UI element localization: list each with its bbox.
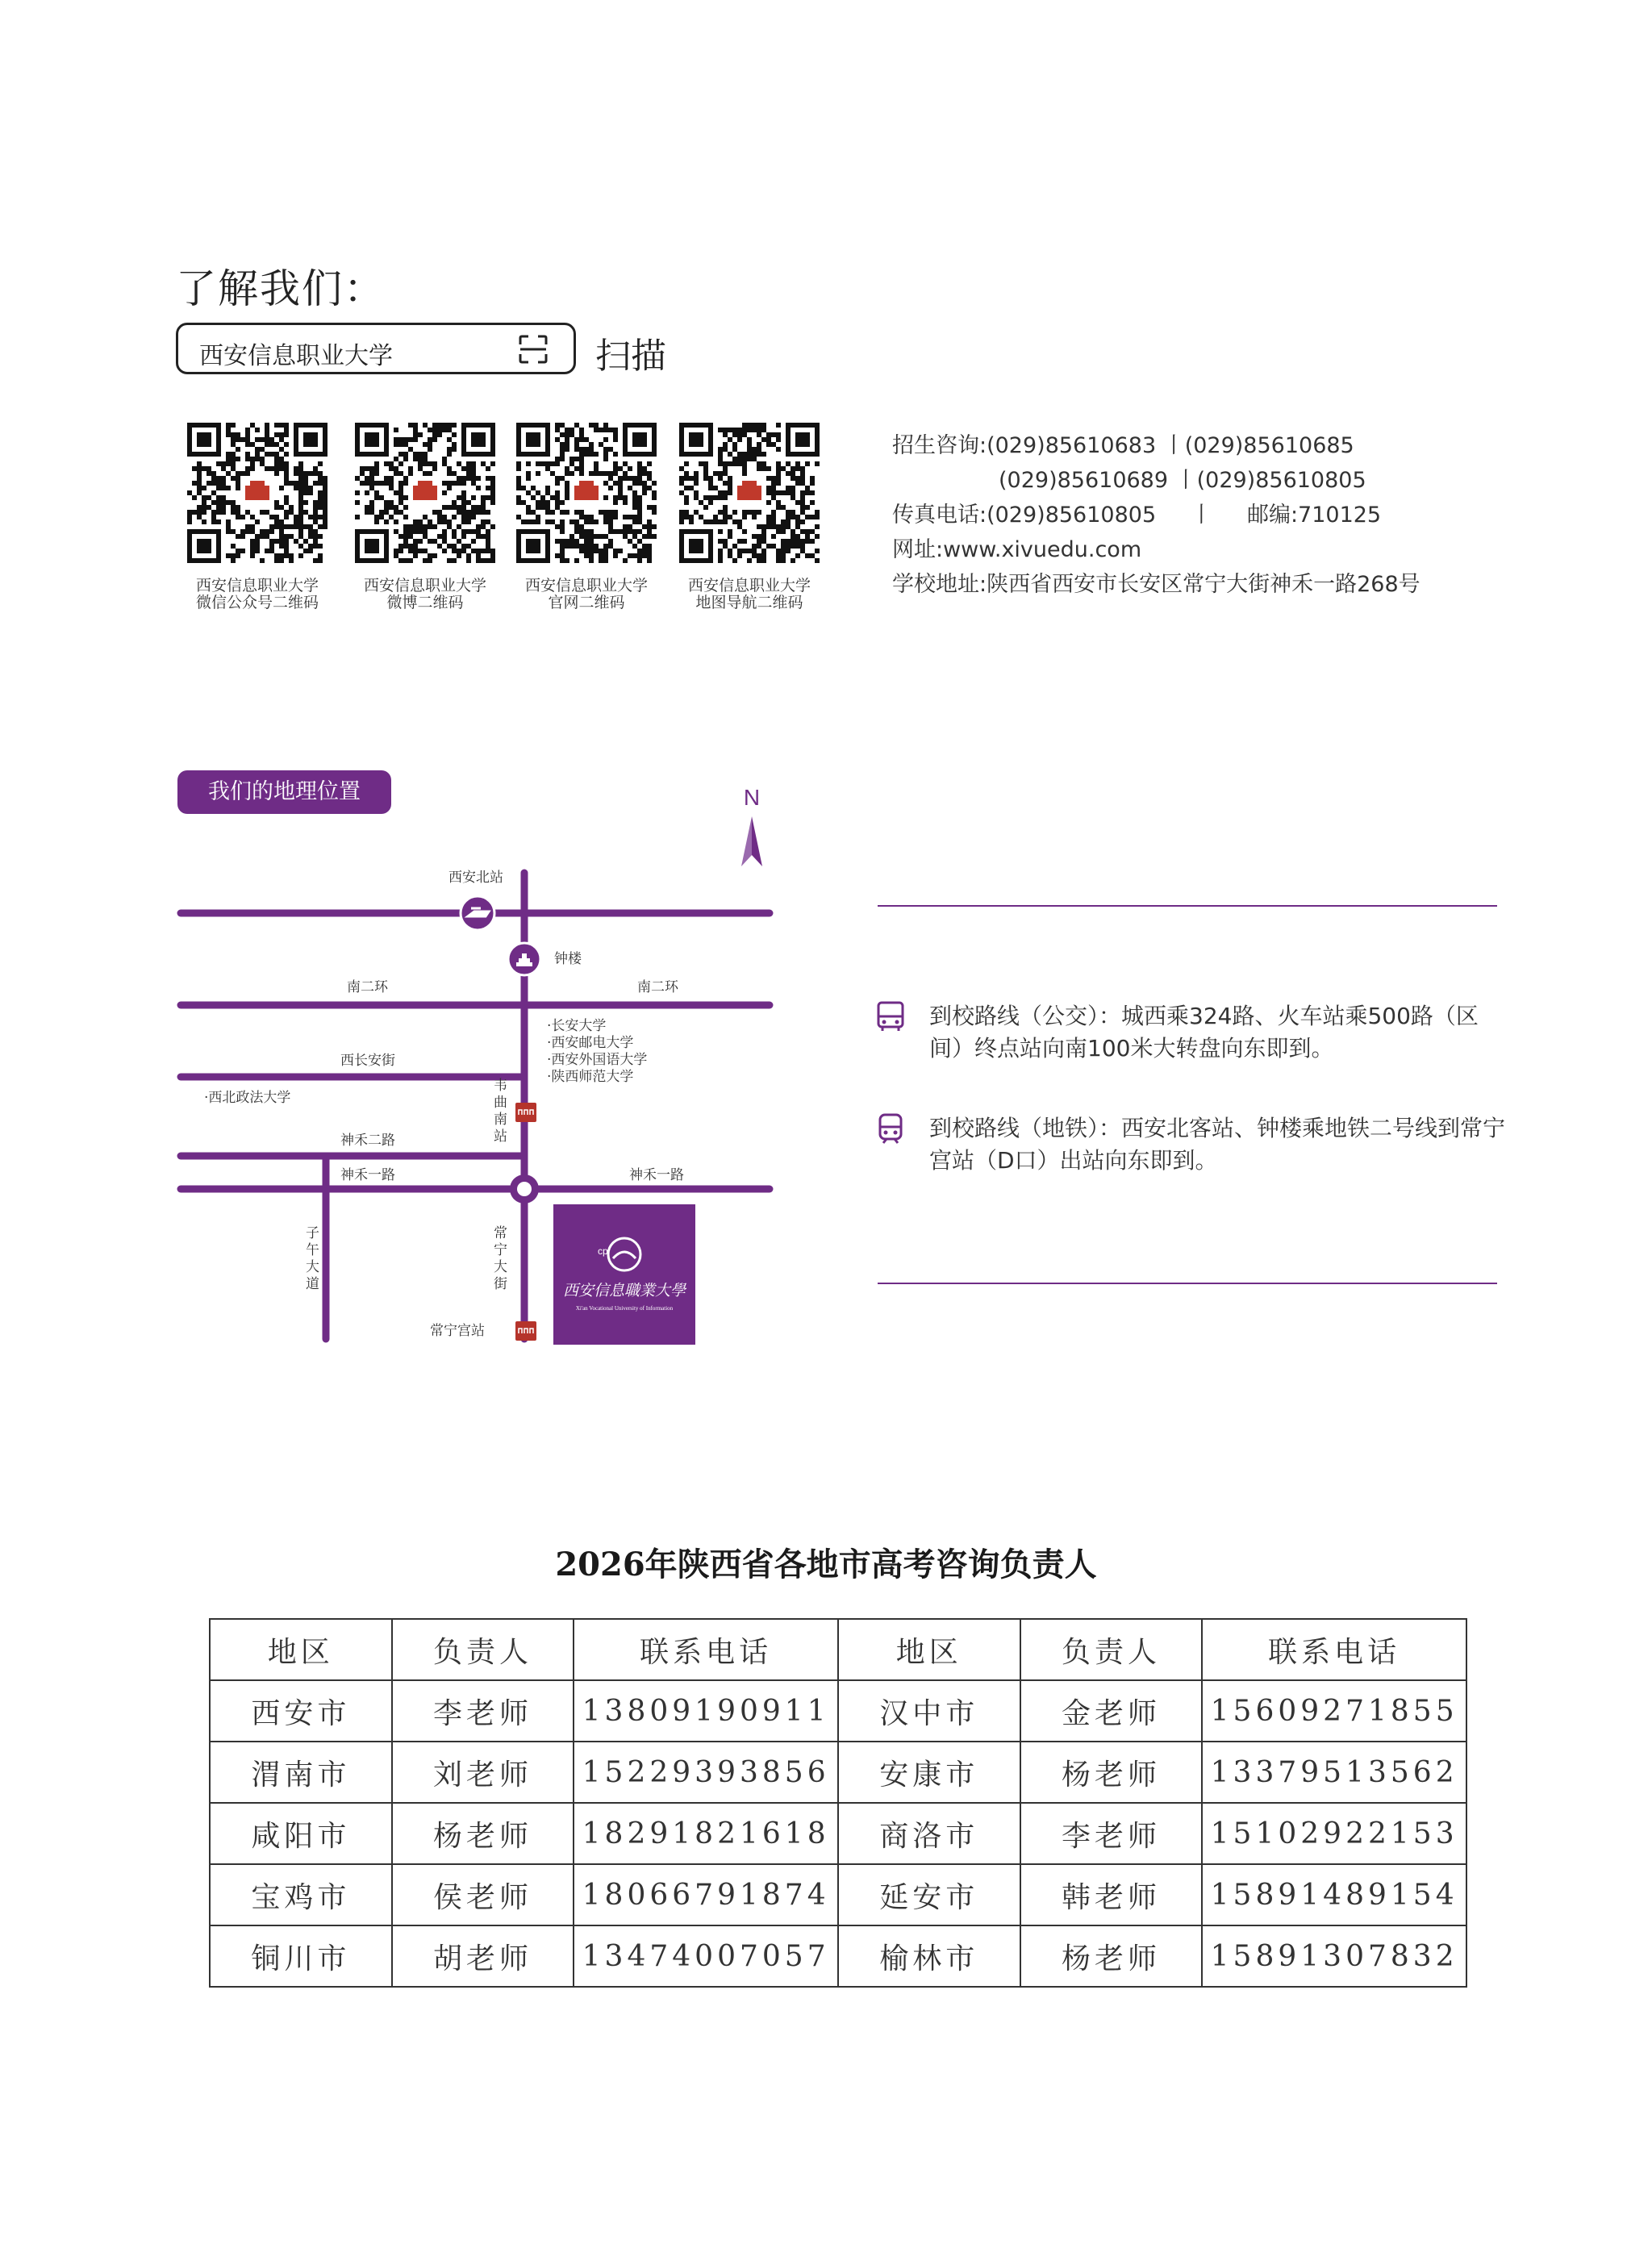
cell-region: 商洛市 [838, 1803, 1020, 1864]
header-person: 负责人 [1020, 1619, 1203, 1680]
search-text: 西安信息职业大学 [199, 342, 393, 370]
table-row [210, 1803, 1466, 1864]
label-nw-law: ·西北政法大学 [204, 1090, 291, 1106]
scan-icon[interactable] [517, 333, 549, 365]
qr-caption-line: 微博二维码 [386, 594, 464, 611]
qr-caption-line: 官网二维码 [548, 594, 625, 611]
campus-name: 西安信息職業大學 [562, 1282, 686, 1300]
search-box[interactable] [176, 323, 576, 374]
label-shenhe2: 神禾二路 [340, 1133, 395, 1149]
cell-person: 韩老师 [1020, 1864, 1203, 1925]
cell-phone: 13809190911 [574, 1680, 838, 1742]
fax-postcode-line: 传真电话:(029)85610805 丨 邮编:710125 [892, 503, 1382, 528]
qr-caption [344, 578, 506, 611]
svg-text:cp: cp [598, 1245, 608, 1257]
header-person: 负责人 [392, 1619, 574, 1680]
cell-person: 李老师 [1020, 1803, 1203, 1864]
cell-person: 刘老师 [392, 1742, 574, 1803]
qr-caption [669, 578, 830, 611]
qr-code-wechat[interactable] [187, 423, 327, 563]
table-row [210, 1864, 1466, 1925]
campus-name-en: Xi'an Vocational University of Information [575, 1305, 674, 1312]
label-xian-north: 西安北站 [448, 870, 503, 886]
label-univ: ·陕西师范大学 [547, 1069, 634, 1085]
cell-person: 胡老师 [392, 1925, 574, 1987]
contact-table [209, 1618, 1467, 1988]
qr-caption-line: 西安信息职业大学 [195, 577, 319, 594]
campus-block [553, 1204, 695, 1345]
qr-caption [177, 578, 338, 611]
table-header-row [210, 1619, 1466, 1680]
header-phone: 联系电话 [574, 1619, 838, 1680]
north-label: N [743, 785, 761, 810]
cell-phone: 15229393856 [574, 1742, 838, 1803]
cell-phone: 18291821618 [574, 1803, 838, 1864]
north-arrow-icon [752, 816, 762, 866]
map-section-badge: 我们的地理位置 [177, 770, 391, 814]
cell-region: 咸阳市 [210, 1803, 392, 1864]
qr-code-map[interactable] [679, 423, 820, 563]
label-changning-station: 常宁宫站 [430, 1323, 485, 1339]
label-shenhe1-right: 神禾一路 [629, 1167, 684, 1183]
label-changning-street: 常宁大街 [494, 1225, 507, 1292]
qr-code-weibo[interactable] [355, 423, 495, 563]
cell-person: 杨老师 [392, 1803, 574, 1864]
metro-icon-changning [515, 1321, 536, 1341]
cell-region: 西安市 [210, 1680, 392, 1742]
cell-person: 杨老师 [1020, 1742, 1203, 1803]
cell-phone: 15609271855 [1202, 1680, 1466, 1742]
cell-region: 铜川市 [210, 1925, 392, 1987]
enroll-phone-line2: (029)85610689 丨(029)85610805 [999, 468, 1366, 493]
cell-phone: 15891307832 [1202, 1925, 1466, 1987]
header-region: 地区 [210, 1619, 392, 1680]
metro-icon-weiqu [515, 1103, 536, 1122]
cell-region: 宝鸡市 [210, 1864, 392, 1925]
qr-caption [506, 578, 667, 611]
cell-phone: 15102922153 [1202, 1803, 1466, 1864]
table-row [210, 1742, 1466, 1803]
label-ring-left: 南二环 [347, 979, 388, 995]
header-region: 地区 [838, 1619, 1020, 1680]
label-univ: ·西安邮电大学 [547, 1035, 634, 1051]
cell-person: 侯老师 [392, 1864, 574, 1925]
qr-caption-line: 西安信息职业大学 [524, 577, 648, 594]
label-bell-tower: 钟楼 [554, 951, 582, 967]
qr-caption-line: 微信公众号二维码 [195, 594, 319, 611]
route-divider-bottom [878, 1283, 1497, 1284]
metro-route-icon [876, 1112, 905, 1145]
label-ziwu-avenue: 子午大道 [306, 1225, 319, 1292]
qr-caption-line: 地图导航二维码 [695, 594, 803, 611]
website-line[interactable]: 网址:www.xivuedu.com [892, 537, 1142, 562]
bus-route-text: 到校路线（公交）：城西乘324路、火车站乘500路（区间）终点站向南100米大转盘向东即到。 [929, 1003, 1479, 1062]
about-us-title: 了解我们： [176, 265, 386, 312]
address-line: 学校地址:陕西省西安市长安区常宁大街神禾一路268号 [892, 572, 1420, 597]
label-ring-right: 南二环 [637, 979, 678, 995]
label-univ: ·长安大学 [547, 1018, 607, 1034]
bus-icon [876, 1000, 905, 1033]
cell-phone: 15891489154 [1202, 1864, 1466, 1925]
cell-person: 李老师 [392, 1680, 574, 1742]
cell-region: 安康市 [838, 1742, 1020, 1803]
label-shenhe1-left: 神禾一路 [340, 1167, 395, 1183]
cell-phone: 18066791874 [574, 1864, 838, 1925]
label-changan-street: 西长安街 [340, 1053, 395, 1069]
qr-caption-line: 西安信息职业大学 [687, 577, 811, 594]
cell-region: 渭南市 [210, 1742, 392, 1803]
cell-region: 榆林市 [838, 1925, 1020, 1987]
header-phone: 联系电话 [1202, 1619, 1466, 1680]
table-title: 2026年陕西省各地市高考咨询负责人 [555, 1546, 1097, 1583]
qr-code-website[interactable] [516, 423, 657, 563]
location-map [161, 774, 791, 1355]
enroll-phone-line1: 招生咨询:(029)85610683 丨(029)85610685 [892, 433, 1354, 458]
cell-person: 金老师 [1020, 1680, 1203, 1742]
cell-phone: 13474007057 [574, 1925, 838, 1987]
label-weiqu-south: 韦曲南站 [494, 1078, 507, 1145]
cell-region: 延安市 [838, 1864, 1020, 1925]
table-row [210, 1925, 1466, 1987]
qr-caption-line: 西安信息职业大学 [363, 577, 486, 594]
cell-region: 汉中市 [838, 1680, 1020, 1742]
cell-phone: 13379513562 [1202, 1742, 1466, 1803]
route-divider-top [878, 905, 1497, 907]
label-univ: ·西安外国语大学 [547, 1052, 648, 1068]
table-row [210, 1680, 1466, 1742]
scan-label: 扫描 [595, 336, 666, 377]
cell-person: 杨老师 [1020, 1925, 1203, 1987]
metro-route-text: 到校路线（地铁）：西安北客站、钟楼乘地铁二号线到常宁宫站（D口）出站向东即到。 [929, 1115, 1506, 1174]
